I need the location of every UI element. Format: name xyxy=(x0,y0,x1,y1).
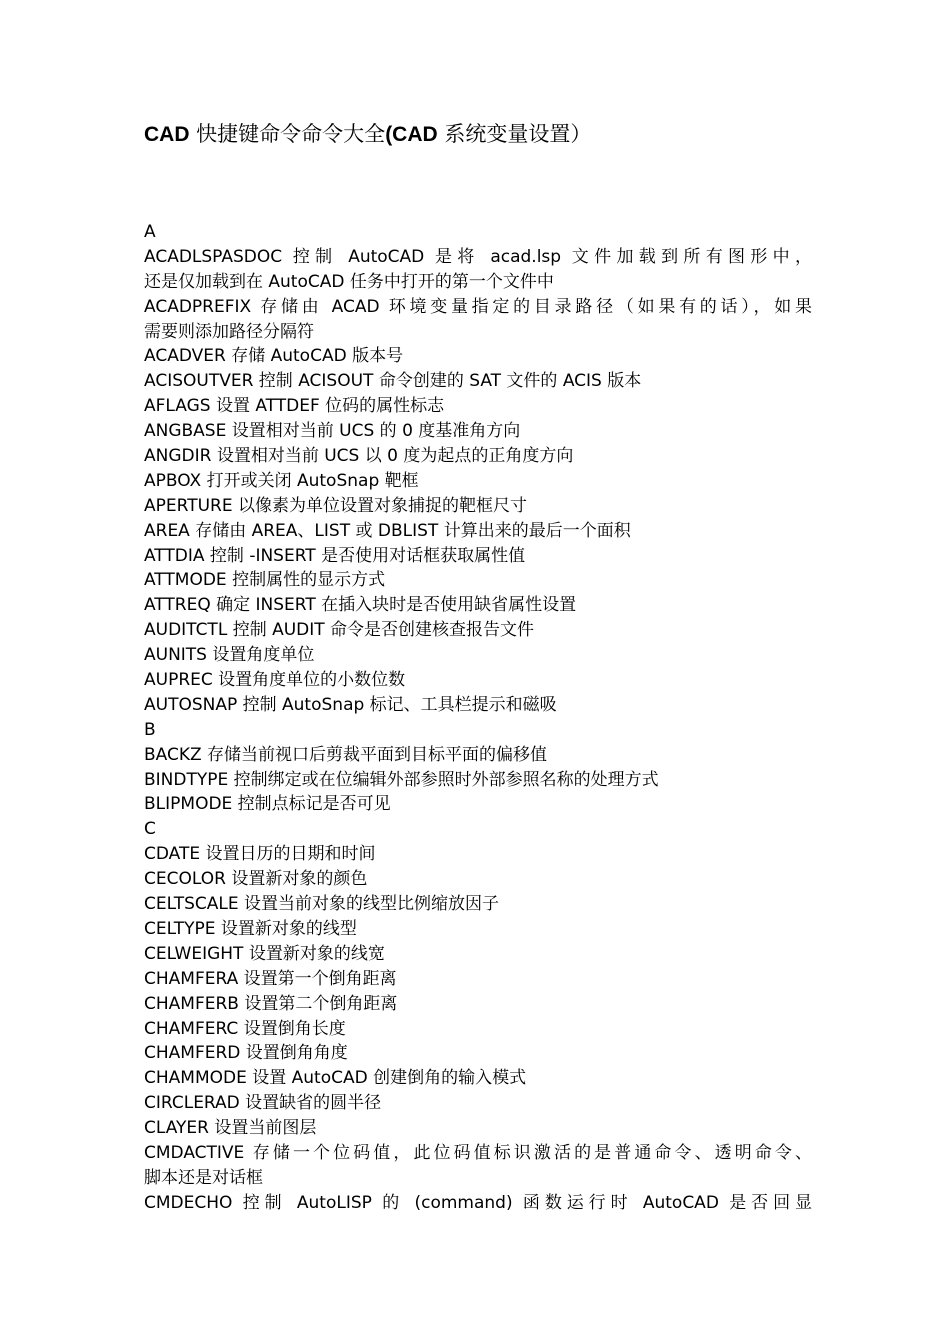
text-line: ACISOUTVER 控制 ACISOUT 命令创建的 SAT 文件的 ACIS 版本 xyxy=(144,371,642,392)
section-letter-b: B xyxy=(144,719,156,740)
title-bold-mid: (CAD xyxy=(385,123,438,146)
text-line: ACADLSPASDOC 控制 AutoCAD 是将 acad.lsp 文件加载到所有图形中， xyxy=(144,246,812,267)
text-line: ATTREQ 确定 INSERT 在插入块时是否使用缺省属性设置 xyxy=(144,595,577,616)
text-line: CHAMFERC 设置倒角长度 xyxy=(144,1018,346,1039)
text-line: BINDTYPE 控制绑定或在位编辑外部参照时外部参照名称的处理方式 xyxy=(144,769,659,790)
text-line: CHAMFERA 设置第一个倒角距离 xyxy=(144,968,397,989)
text-line: ANGBASE 设置相对当前 UCS 的 0 度基准角方向 xyxy=(144,421,521,442)
text-line: 需要则添加路径分隔符 xyxy=(144,321,314,342)
section-letter-c: C xyxy=(144,819,156,840)
text-line: AUNITS 设置角度单位 xyxy=(144,645,315,666)
text-line: APERTURE 以像素为单位设置对象捕捉的靶框尺寸 xyxy=(144,495,527,516)
text-line: AFLAGS 设置 ATTDEF 位码的属性标志 xyxy=(144,396,445,417)
text-line: AUDITCTL 控制 AUDIT 命令是否创建核查报告文件 xyxy=(144,620,535,641)
text-line: ANGDIR 设置相对当前 UCS 以 0 度为起点的正角度方向 xyxy=(144,446,574,467)
text-line: CELTYPE 设置新对象的线型 xyxy=(144,918,357,939)
page-title xyxy=(144,119,591,150)
text-line: CHAMFERB 设置第二个倒角距离 xyxy=(144,993,398,1014)
text-line: CLAYER 设置当前图层 xyxy=(144,1118,317,1139)
text-line: CHAMMODE 设置 AutoCAD 创建倒角的输入模式 xyxy=(144,1068,527,1089)
text-line: ACADPREFIX 存储由 ACAD 环境变量指定的目录路径（如果有的话），如果 xyxy=(144,296,812,317)
text-line: CIRCLERAD 设置缺省的圆半径 xyxy=(144,1093,382,1114)
text-line: CMDACTIVE 存储一个位码值，此位码值标识激活的是普通命令、透明命令、 xyxy=(144,1142,812,1163)
text-line: AUPREC 设置角度单位的小数位数 xyxy=(144,670,406,691)
text-line: AREA 存储由 AREA、LIST 或 DBLIST 计算出来的最后一个面积 xyxy=(144,520,631,541)
text-line: CELTSCALE 设置当前对象的线型比例缩放因子 xyxy=(144,894,500,915)
text-line: ATTDIA 控制 -INSERT 是否使用对话框获取属性值 xyxy=(144,545,526,566)
text-line: ATTMODE 控制属性的显示方式 xyxy=(144,570,386,591)
text-line: CECOLOR 设置新对象的颜色 xyxy=(144,869,368,890)
text-line: AUTOSNAP 控制 AutoSnap 标记、工具栏提示和磁吸 xyxy=(144,694,557,715)
title-prefix: CAD xyxy=(144,123,190,146)
text-line: BLIPMODE 控制点标记是否可见 xyxy=(144,794,391,815)
text-line: BACKZ 存储当前视口后剪裁平面到目标平面的偏移值 xyxy=(144,744,548,765)
variable-list xyxy=(144,220,812,1216)
title-suffix: 系统变量设置） xyxy=(437,122,592,146)
text-line: ACADVER 存储 AutoCAD 版本号 xyxy=(144,346,404,367)
text-line: CDATE 设置日历的日期和时间 xyxy=(144,844,376,865)
text-line: 脚本还是对话框 xyxy=(144,1167,263,1188)
text-line: CELWEIGHT 设置新对象的线宽 xyxy=(144,943,385,964)
text-line: CHAMFERD 设置倒角角度 xyxy=(144,1043,348,1064)
text-line: APBOX 打开或关闭 AutoSnap 靶框 xyxy=(144,470,419,491)
text-line: CMDECHO 控制 AutoLISP 的 (command) 函数运行时 AutoCAD 是否回显 xyxy=(144,1192,812,1213)
section-letter-a: A xyxy=(144,222,156,242)
title-middle: 快捷键命令命令大全 xyxy=(189,122,386,146)
text-line: 还是仅加载到在 AutoCAD 任务中打开的第一个文件中 xyxy=(144,271,554,292)
